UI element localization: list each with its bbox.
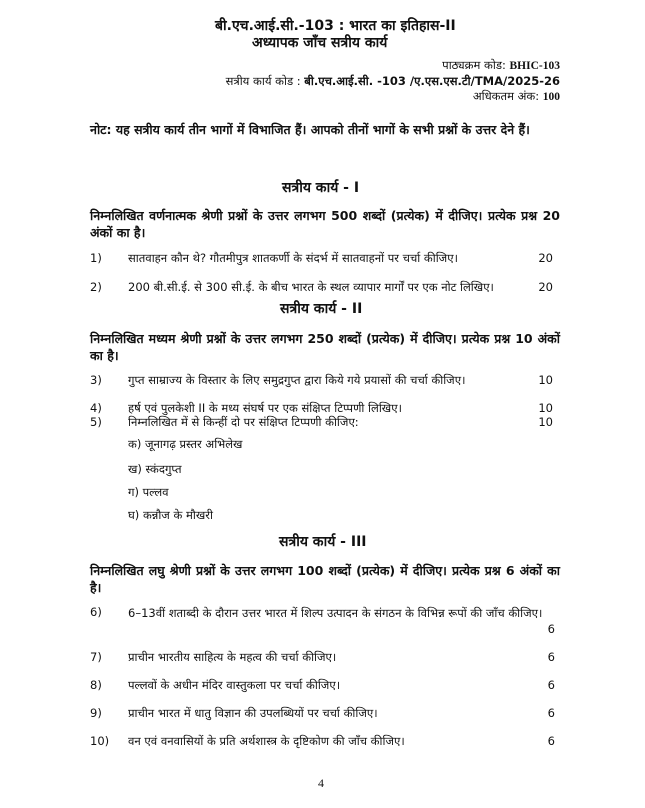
question-marks: 20 <box>538 251 553 265</box>
section-title-3: सत्रीय कार्य - III <box>279 534 367 550</box>
sub-item: क) जूनागढ़ प्रस्तर अभिलेख <box>128 437 243 451</box>
assignment-code-value: बी.एच.आई.सी. -103 /ए.एस.एस.टी/TMA/2025-26 <box>304 74 560 88</box>
course-code <box>442 58 560 73</box>
document-title: बी.एच.आई.सी.-103 : भारत का इतिहास-II <box>215 18 456 34</box>
document-subtitle: अध्यापक जाँच सत्रीय कार्य <box>252 35 388 51</box>
instructions-note: नोट: यह सत्रीय कार्य तीन भागों में विभाजित हैं। आपको तीनों भागों के सभी प्रश्नों के उत्तर देने हैं। <box>90 122 530 137</box>
question-marks: 6 <box>547 734 555 748</box>
max-marks <box>473 89 560 104</box>
question-marks: 6 <box>547 622 555 636</box>
question-number: 6) <box>90 605 102 619</box>
question-number: 3) <box>90 373 102 387</box>
question-marks: 6 <box>547 706 555 720</box>
question-number: 1) <box>90 251 102 265</box>
question-text: वन एवं वनवासियों के प्रति अर्थशास्त्र के दृष्टिकोण की जाँच कीजिए। <box>128 734 405 748</box>
question-text: 6–13वीं शताब्दी के दौरान उत्तर भारत में शिल्प उत्पादन के संगठन के विभिन्न रूपों की जाँच कीजिए। <box>128 606 543 620</box>
question-marks: 20 <box>538 280 553 294</box>
question-marks: 6 <box>547 650 555 664</box>
assignment-code <box>226 74 560 89</box>
question-text: पल्लवों के अधीन मंदिर वास्तुकला पर चर्चा कीजिए। <box>128 678 341 692</box>
section-title-1: सत्रीय कार्य - I <box>282 180 360 196</box>
question-marks: 10 <box>538 373 553 387</box>
sub-item: घ) कन्नौज के मौखरी <box>128 508 213 522</box>
section-title-2: सत्रीय कार्य - II <box>280 301 363 317</box>
section-instruction-1: निम्नलिखित वर्णनात्मक श्रेणी प्रश्नों के उत्तर लगभग 500 शब्दों (प्रत्येक) में दीजिए। प्रत्येक प्रश्न 20 अंकों का है। <box>90 208 560 240</box>
section-instruction-3: निम्नलिखित लघु श्रेणी प्रश्नों के उत्तर लगभग 100 शब्दों (प्रत्येक) में दीजिए। प्रत्येक प्रश्न 6 अंकों का है। <box>90 563 560 595</box>
sub-item: ग) पल्लव <box>128 485 169 499</box>
question-text: निम्नलिखित में से किन्हीं दो पर संक्षिप्त टिप्पणी कीजिए: <box>128 415 359 429</box>
assignment-code-label: सत्रीय कार्य कोड : <box>225 74 301 88</box>
question-text: प्राचीन भारत में धातु विज्ञान की उपलब्धियों पर चर्चा कीजिए। <box>128 706 378 720</box>
max-marks-value: 100 <box>542 91 560 103</box>
question-number: 4) <box>90 401 102 415</box>
question-text: 200 बी.सी.ई. से 300 सी.ई. के बीच भारत के स्थल व्यापार मार्गों पर एक नोट लिखिए। <box>128 280 494 294</box>
question-text: हर्ष एवं पुलकेशी II के मध्य संघर्ष पर एक संक्षिप्त टिप्पणी लिखिए। <box>128 401 402 415</box>
question-text: गुप्त साम्राज्य के विस्तार के लिए समुद्रगुप्त द्वारा किये गये प्रयासों की चर्चा कीजिए। <box>128 373 466 387</box>
question-number: 2) <box>90 280 102 294</box>
question-number: 8) <box>90 678 102 692</box>
course-code-value: BHIC-103 <box>509 60 560 72</box>
max-marks-label: अधिकतम अंक: <box>472 89 540 103</box>
question-marks: 10 <box>538 415 553 429</box>
question-text: सातवाहन कौन थे? गौतमीपुत्र शातकर्णी के संदर्भ में सातवाहनों पर चर्चा कीजिए। <box>128 251 458 265</box>
question-marks: 6 <box>547 678 555 692</box>
question-marks: 10 <box>538 401 553 415</box>
question-number: 5) <box>90 415 102 429</box>
sub-item: ख) स्कंदगुप्त <box>128 462 182 476</box>
question-number: 9) <box>90 706 102 720</box>
section-instruction-2: निम्नलिखित मध्यम श्रेणी प्रश्नों के उत्तर लगभग 250 शब्दों (प्रत्येक) में दीजिए। प्रत्येक प्रश्न 10 अंकों का है। <box>90 331 560 363</box>
page-number: 4 <box>318 776 324 790</box>
question-number: 10) <box>90 734 110 748</box>
question-text: प्राचीन भारतीय साहित्य के महत्व की चर्चा कीजिए। <box>128 650 337 664</box>
course-code-label: पाठ्यक्रम कोड: <box>442 58 506 72</box>
question-number: 7) <box>90 650 102 664</box>
